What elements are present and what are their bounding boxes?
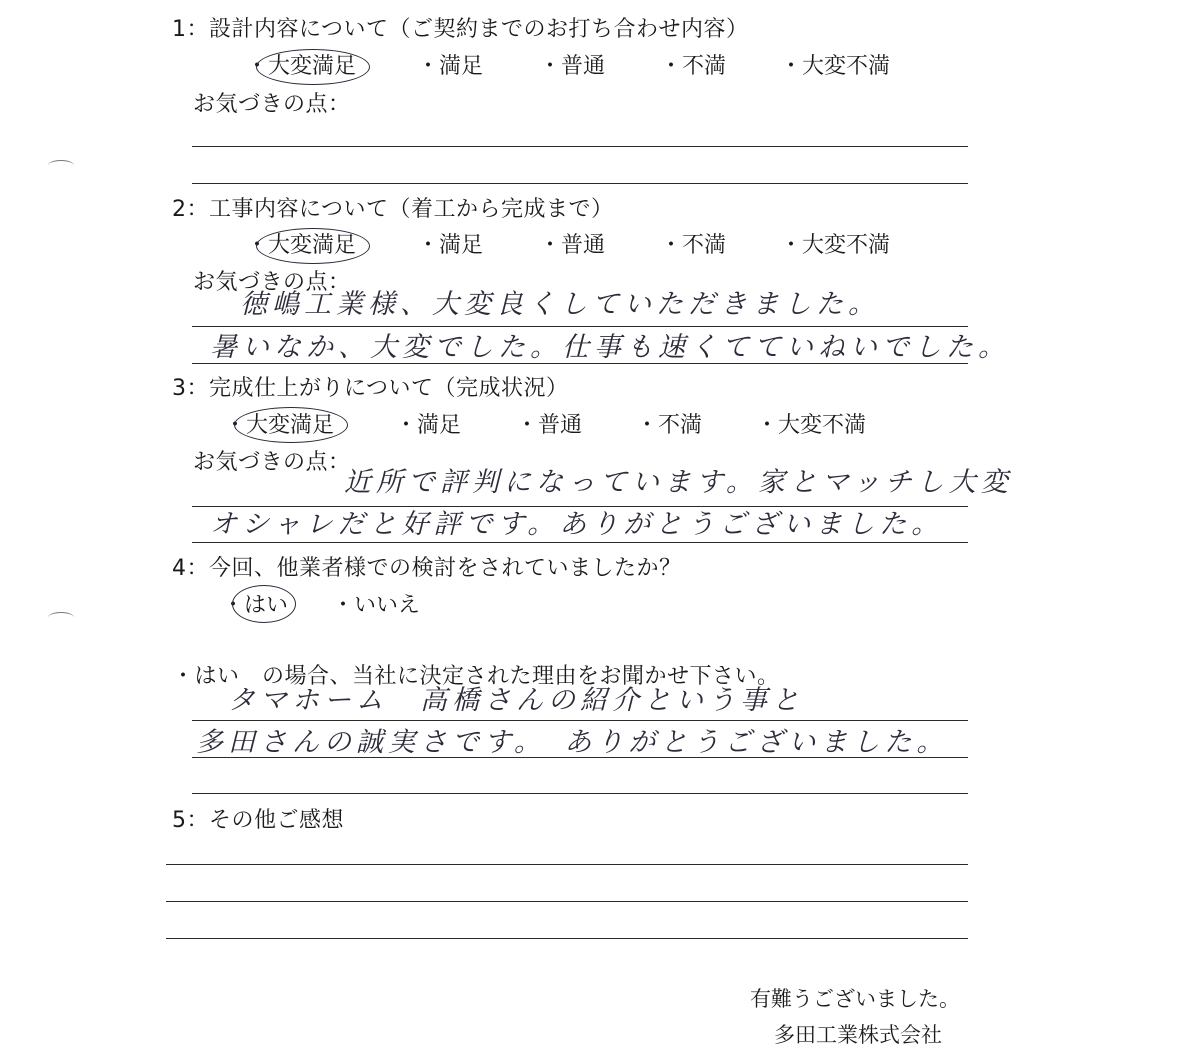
scan-mark xyxy=(48,160,74,171)
company-name: 多田工業株式会社 xyxy=(774,1023,942,1047)
q2-comment-label: お気づきの点： xyxy=(193,270,351,295)
question-3-title: 3：完成仕上がりについて（完成状況） xyxy=(172,376,569,401)
comment-line xyxy=(192,542,968,543)
comment-line xyxy=(192,363,968,364)
q2-option-satisfied[interactable]: ・満足 xyxy=(417,233,484,258)
scan-mark xyxy=(48,612,74,623)
q2-option-dissatisfied[interactable]: ・不満 xyxy=(660,233,727,258)
comment-line xyxy=(166,938,968,939)
q3-handwritten-comment: オシャレだと好評です。ありがとうございました。 xyxy=(210,509,944,540)
question-5-title: 5：その他ご感想 xyxy=(172,808,344,833)
q3-handwritten-comment: 近所で評判になっています。家とマッチし大変 xyxy=(344,467,1013,498)
comment-line xyxy=(166,864,968,865)
reason-handwritten-comment: タマホーム 高橋さんの紹介という事と xyxy=(228,685,804,716)
q1-option-very-dissatisfied[interactable]: ・大変不満 xyxy=(780,54,891,79)
q3-option-satisfied[interactable]: ・満足 xyxy=(395,413,462,438)
q2-handwritten-comment: 徳嶋工業様、大変良くしていただきました。 xyxy=(240,289,880,320)
thanks-text: 有難うございました。 xyxy=(750,987,960,1011)
q3-option-dissatisfied[interactable]: ・不満 xyxy=(636,413,703,438)
q1-comment-label: お気づきの点： xyxy=(193,92,351,117)
selection-circle xyxy=(232,585,296,623)
question-2-title: 2：工事内容について（着工から完成まで） xyxy=(172,197,614,222)
selection-circle xyxy=(256,228,370,264)
q2-option-very-dissatisfied[interactable]: ・大変不満 xyxy=(780,233,891,258)
comment-line xyxy=(192,793,968,794)
q4-option-no[interactable]: ・いいえ xyxy=(332,593,421,618)
q2-option-very-satisfied[interactable]: ・大変満足 xyxy=(246,233,357,258)
comment-line xyxy=(166,901,968,902)
q3-option-normal[interactable]: ・普通 xyxy=(516,413,583,438)
comment-line xyxy=(192,326,968,327)
selection-circle xyxy=(256,49,370,85)
reason-title: ・はい の場合、当社に決定された理由をお聞かせ下さい。 xyxy=(172,664,780,689)
reason-handwritten-comment: 多田さんの誠実さです。 ありがとうございました。 xyxy=(196,727,949,758)
comment-line xyxy=(192,757,968,758)
comment-line xyxy=(192,183,968,184)
question-1-title: 1：設計内容について（ご契約までのお打ち合わせ内容） xyxy=(172,17,749,42)
q3-option-very-dissatisfied[interactable]: ・大変不満 xyxy=(756,413,867,438)
selection-circle xyxy=(234,407,348,443)
comment-line xyxy=(192,506,968,507)
q1-option-very-satisfied[interactable]: ・大変満足 xyxy=(246,54,357,79)
q2-option-normal[interactable]: ・普通 xyxy=(539,233,606,258)
question-4-title: 4：今回、他業者様での検討をされていましたか？ xyxy=(172,556,682,581)
q1-option-dissatisfied[interactable]: ・不満 xyxy=(660,54,727,79)
q1-option-normal[interactable]: ・普通 xyxy=(539,54,606,79)
q3-comment-label: お気づきの点： xyxy=(193,450,351,475)
comment-line xyxy=(192,720,968,721)
q4-option-yes[interactable]: ・はい xyxy=(222,593,289,618)
q3-option-very-satisfied[interactable]: ・大変満足 xyxy=(224,413,335,438)
comment-line xyxy=(192,146,968,147)
q1-option-satisfied[interactable]: ・満足 xyxy=(417,54,484,79)
q2-handwritten-comment: 暑いなか、大変でした。仕事も速くてていねいでした。 xyxy=(210,332,1010,363)
